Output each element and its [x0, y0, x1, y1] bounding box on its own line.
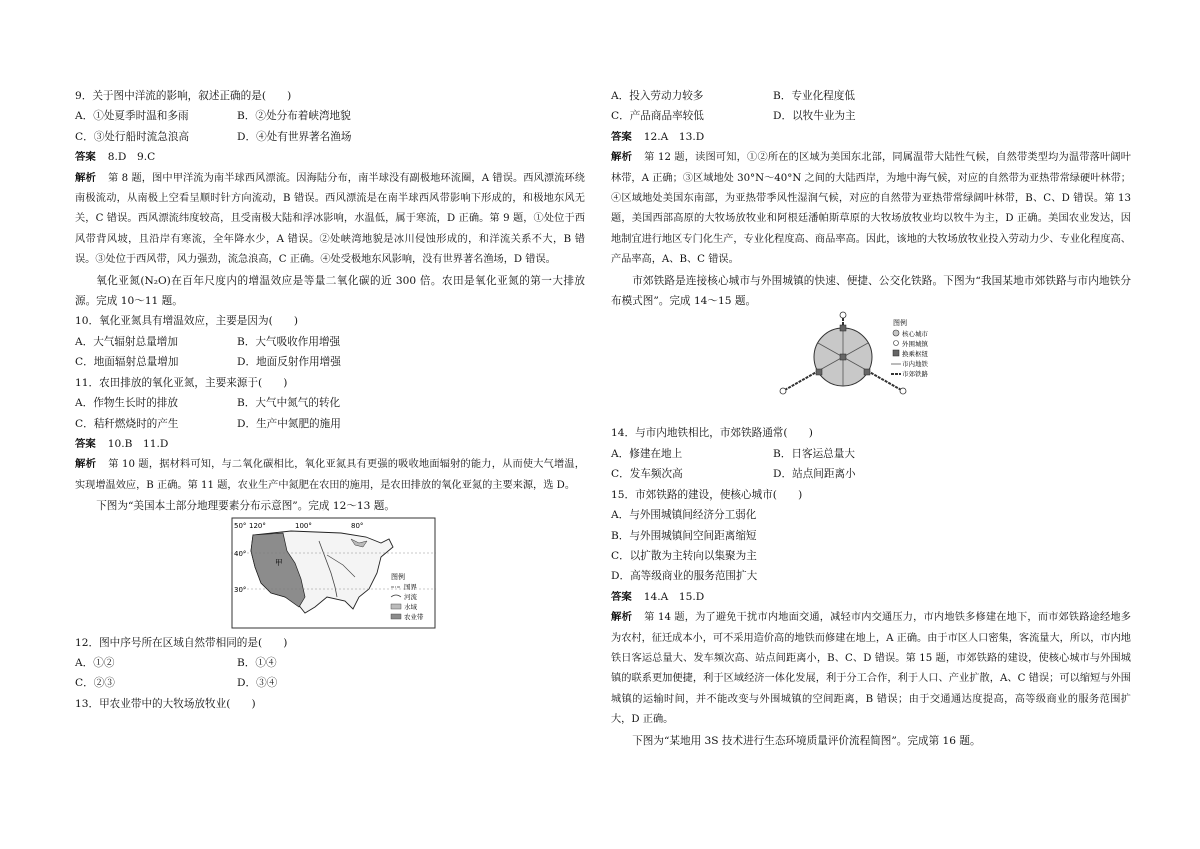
explanation-text: 第 8 题，图中甲洋流为南半球西风漂流。因海陆分布，南半球没有副极地环流圈，A 错误。西风漂流环绕南极流动，从南极上空看呈顺时针方向流动，B 错误。西风漂流是在南半球西风带影响下形成的，和极地东风无关，C 错误。西风漂流纬度较高，且受南极大陆和浮冰影响，水温低，属于寒流，D 正确。第 9 题，①处位于西风带背风坡，且沿岸有寒流，全年降水少，A 错误。②处峡湾地貌是冰川侵蚀形成的，和洋流关系不大，B 错误。③处位于西风带，风力强劲，流急浪高，C 正确。④处受极地东风影响，没有世界著名渔场，D 错误。 — [75, 172, 585, 266]
option-b: B．与外围城镇间空间距离缩短 — [611, 529, 757, 542]
q12-options-row1 — [75, 653, 585, 673]
q13-options-row1 — [611, 86, 1131, 106]
question-15: 15．市郊铁路的建设，使核心城市( ) — [611, 488, 803, 501]
usa-map — [231, 517, 436, 629]
legend-suburban-rail: 市郊铁路 — [902, 370, 928, 379]
explanation-label: 解析 — [611, 611, 633, 624]
option-d: D．站点间距离小 — [773, 468, 856, 481]
option-b: B．专业化程度低 — [773, 90, 855, 102]
answer-label: 答案 — [75, 151, 96, 164]
explanation-10-11 — [75, 454, 585, 496]
explanation-14-15 — [611, 607, 1131, 730]
lon-label-100: 100° — [295, 521, 312, 530]
answer-8-9 — [75, 147, 585, 167]
map-legend-title: 图例 — [391, 572, 405, 581]
legend-water: 水域 — [404, 602, 417, 611]
explanation-label: 解析 — [611, 151, 633, 164]
answer-label: 答案 — [611, 130, 632, 143]
explanation-label: 解析 — [75, 458, 97, 471]
option-d: D．以牧牛业为主 — [773, 110, 856, 123]
intro-14-15: 市郊铁路是连接核心城市与外围城镇的快速、便捷、公交化铁路。下图为“我国某地市郊铁路与市内地铁分布模式图”。完成 14～15 题。 — [611, 274, 1131, 308]
answer-text: 12.A 13.D — [643, 130, 705, 143]
answer-10-11 — [75, 434, 585, 454]
q11-options-row1 — [75, 393, 585, 413]
question-12: 12．图中序号所在区域自然带相同的是( ) — [75, 636, 288, 649]
q14-options-row1 — [611, 444, 1131, 464]
legend-border: 国界 — [404, 582, 417, 591]
answer-text: 10.B 11.D — [107, 437, 169, 450]
legend-river: 河流 — [404, 592, 417, 601]
q13-options-row2 — [611, 106, 1131, 126]
explanation-text: 第 10 题，据材料可知，与二氧化碳相比，氧化亚氮具有更强的吸收地面辐射的能力，从而使大气增温，实现增温效应，B 正确。第 11 题，农业生产中氮肥在农田的施用，是农田排放的氧化亚氮的主要来源，选 D。 — [75, 459, 585, 491]
option-a: A．修建在地上 — [611, 447, 683, 460]
option-c: C．地面辐射总量增加 — [75, 356, 179, 369]
question-14: 14．与市内地铁相比，市郊铁路通常( ) — [611, 427, 813, 440]
railway-diagram-figure — [761, 311, 1131, 423]
left-column — [75, 86, 585, 714]
legend-transfer-hub: 换乘枢纽 — [902, 350, 928, 359]
option-c: C．②③ — [75, 677, 115, 690]
lon-label-120: 120° — [249, 521, 266, 530]
explanation-text: 第 14 题，为了避免干扰市内地面交通，减轻市内交通压力，市内地铁多修建在地下，而市郊铁路途经地多为农村，征迁成本小，可不采用造价高的地铁而修建在地上，A 正确。由于市区人口密集，客流量大，所以，市内地铁日客运总量大、发车频次高、站点间距离小，B、C、D 错误。第 15 题，市郊铁路的建设，使核心城市与外围城镇的联系更加便捷，利于区域经济一体化发展，利于分工合作，利于人口、产业扩散，A、C 错误；可以缩短与外围城镇的运输时间，并不能改变与外围城镇的空间距离，B 错误；由于交通通达度提高，高等级商业的服务范围扩大，D 正确。 — [611, 612, 1131, 726]
q10-options-row1 — [75, 332, 585, 352]
answer-label: 答案 — [611, 590, 632, 603]
lat-label-40: 40° — [234, 549, 247, 558]
option-c: C．秸秆燃烧时的产生 — [75, 417, 179, 430]
option-a: A．与外围城镇间经济分工弱化 — [611, 509, 757, 522]
option-b: B．日客运总量大 — [773, 447, 855, 460]
option-c: C．发车频次高 — [611, 468, 683, 481]
railway-diagram — [761, 311, 961, 419]
option-a: A．①处夏季时温和多雨 — [75, 110, 189, 123]
explanation-12-13 — [611, 147, 1131, 270]
option-b: B．大气中氮气的转化 — [237, 397, 341, 410]
explanation-text: 第 12 题，读图可知，①②所在的区域为美国东北部，同属温带大陆性气候，自然带类型均为温带落叶阔叶林带，A 正确；③区域地处 30°N～40°N 之间的大陆西岸，为地中海气候，对应的自然带为亚热带常绿硬叶林带；④区域地处美国东南部，为亚热带季风性湿润气候，对应的自然带为亚热带常绿阔叶林带，B、C、D 错误。第 13 题，美国西部高原的大牧场放牧业和阿根廷潘帕斯草原的大牧场放牧业均以牧牛为主，D 正确。美国农业发达，因地制宜进行地区专门化生产，专业化程度高、商品率高。因此，该地的大牧场放牧业投入劳动力少、专业化程度高、产品率高，A、B、C 错误。 — [611, 152, 1131, 266]
option-a: A．作物生长时的排放 — [75, 397, 178, 410]
legend-agriculture: 农业带 — [404, 612, 424, 621]
option-d: D．生产中氮肥的施用 — [237, 417, 341, 430]
option-a: A．投入劳动力较多 — [611, 90, 704, 102]
explanation-8-9 — [75, 168, 585, 271]
q9-options-row1 — [75, 106, 585, 126]
lat-label-50: 50° — [234, 521, 247, 530]
intro-10-11: 氧化亚氮(N₂O)在百年尺度内的增温效应是等量二氧化碳的近 300 倍。农田是氧化亚氮的第一大排放源。完成 10～11 题。 — [75, 274, 585, 308]
option-a: A．大气辐射总量增加 — [75, 335, 178, 348]
option-d: D．高等级商业的服务范围扩大 — [611, 570, 758, 583]
q12-options-row2 — [75, 673, 585, 693]
intro-12-13: 下图为“美国本土部分地理要素分布示意图”。完成 12～13 题。 — [96, 500, 395, 513]
answer-text: 14.A 15.D — [643, 590, 705, 603]
option-b: B．①④ — [237, 656, 277, 669]
option-c: C．③处行船时流急浪高 — [75, 130, 190, 143]
legend-metro: 市内地铁 — [902, 360, 928, 369]
q9-options-row2 — [75, 127, 585, 147]
question-13: 13．甲农业带中的大牧场放牧业( ) — [75, 697, 256, 710]
option-d: D．④处有世界著名渔场 — [237, 130, 352, 143]
q11-options-row2 — [75, 414, 585, 434]
right-column — [611, 86, 1131, 751]
q10-options-row2 — [75, 352, 585, 372]
option-a: A．①② — [75, 656, 115, 669]
lon-label-80: 80° — [351, 521, 364, 530]
option-c: C．以扩散为主转向以集聚为主 — [611, 549, 757, 562]
q14-options-row2 — [611, 464, 1131, 484]
answer-14-15 — [611, 587, 1131, 607]
answer-12-13 — [611, 127, 1131, 147]
intro-16: 下图为“某地用 3S 技术进行生态环境质量评价流程简图”。完成第 16 题。 — [632, 734, 981, 747]
answer-text: 8.D 9.C — [107, 151, 156, 164]
marker-jia: 甲 — [275, 557, 283, 567]
question-10: 10．氧化亚氮具有增温效应，主要是因为( ) — [75, 315, 299, 328]
explanation-label: 解析 — [75, 171, 97, 184]
question-9: 9．关于图中洋流的影响，叙述正确的是( ) — [75, 90, 292, 102]
option-d: D．地面反射作用增强 — [237, 356, 341, 369]
diagram-legend-title: 图例 — [893, 319, 907, 328]
legend-outer-town: 外围城镇 — [902, 340, 928, 349]
option-b: B．大气吸收作用增强 — [237, 335, 341, 348]
question-11: 11．农田排放的氧化亚氮，主要来源于( ) — [75, 376, 288, 389]
answer-label: 答案 — [75, 437, 96, 450]
option-d: D．③④ — [237, 677, 278, 690]
lat-label-30: 30° — [234, 585, 247, 594]
legend-core-city: 核心城市 — [902, 330, 928, 339]
usa-map-figure — [231, 517, 585, 633]
option-b: B．②处分布着峡湾地貌 — [237, 110, 351, 123]
option-c: C．产品商品率较低 — [611, 110, 704, 123]
